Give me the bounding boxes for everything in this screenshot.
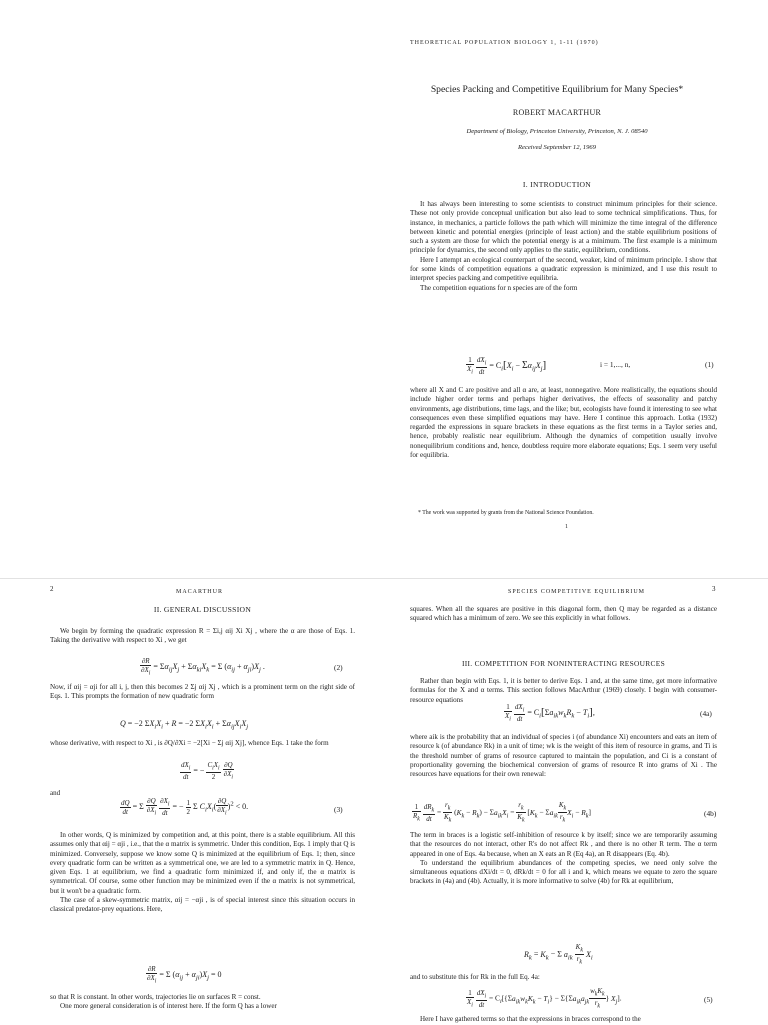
footnote: * The work was supported by grants from the National Science Foundation. — [418, 510, 594, 516]
page-spread-2-3 — [0, 578, 768, 1025]
equation-1: $\frac{1}{X_i}$ $\frac{dX_i}{dt}$ = $C_i[X_i - \Sigma\alpha_{ij}X_j]$ — [467, 356, 547, 377]
equation-1-number: (1) — [705, 360, 714, 369]
section-heading-noninteracting: III. COMPETITION FOR NONINTERACTING RESOURCES — [462, 659, 665, 668]
right-running-head: SPECIES COMPETITIVE EQUILIBRIUM — [508, 589, 645, 595]
equation-5: $\frac{1}{X_i}$ $\frac{dX_i}{dt}$ = $C_i[\{\Sigma a_{ik}w_kK_k - T_i\} - \Sigma\{\Sigma a_{ik}a_{jk}$ $\frac{w_kK_k}{r_k}$ } $X_j$]. — [467, 987, 622, 1010]
page1-column — [410, 200, 717, 293]
page-number-2: 2 — [50, 585, 54, 593]
left-paragraph-1: We begin by forming the quadratic expression R = Σi,j αij Xi Xj , where the α are those of Eqs. 1. Taking the derivative with respect to Xi , we get — [50, 627, 355, 645]
equation-1-range: i = 1,..., n, — [600, 360, 631, 369]
left-column-3 — [50, 739, 355, 748]
right-column-5 — [410, 973, 717, 982]
right-column-1 — [410, 605, 717, 624]
left-paragraph-3: whose derivative, with respect to Xi , is ∂Q/∂Xi = −2[Xi − Σj αij Xj], whence Eqs. 1 take the form — [50, 739, 329, 747]
right-paragraph-5: To understand the equilibrium abundances of the competing species, we need only solve the simultaneous equations dXi/dt = 0, dRk/dt = 0 for all i and k, which means we equate to zero the square brackets in (4a) and (4b). Actually, it is more informative to solve (4b) for Rk at equilibrium, — [410, 858, 717, 886]
section-heading-introduction: I. INTRODUCTION — [522, 180, 592, 189]
received-date: Received September 12, 1969 — [518, 144, 596, 151]
equation-4b: $\frac{1}{R_k}$ $\frac{dR_k}{dt}$ = $\frac{r_k}{K_k}$ $(K_k - R_k) - \Sigma a_{ik}X_i$ = $\frac{r_k}{K_k}$ [$K_k - \Sigma a_{ik}$ $\frac{K_k}{r_k}$ $X_i - R_k$] — [413, 801, 591, 824]
author-name: ROBERT MACARTHUR — [512, 108, 602, 117]
equation-4a-number: (4a) — [700, 709, 712, 718]
right-column-6 — [410, 1015, 717, 1024]
equation-4b-number: (4b) — [704, 809, 717, 818]
left-running-head: MACARTHUR — [176, 589, 223, 595]
left-paragraph-7: One more general consideration is of interest here. If the form Q has a lower — [60, 1002, 277, 1011]
author-affiliation: Department of Biology, Princeton University, Princeton, N. J. 08540 — [466, 128, 648, 135]
section-heading-general-discussion: II. GENERAL DISCUSSION — [153, 605, 252, 614]
left-paragraph-4: In other words, Q is minimized by competition and, at this point, there is a stable equilibrium. All this assumes only that αij = αji , i.e., that the α matrix is symmetric. Under this condition, Eqs. 1 imply that Q is minimized. Conversely, suppose we know some Q is minimized at the equilibrium of Eqs. 1; then, since every quadratic form can be written as a symmetrical one, we are led to a symmetric matrix in Q. Hence, given Eqs. 1 at equilibrium, we find a quadratic form minimized if, and only if, the α matrix is symmetrical. Of course, some other function may be minimized even if the α matrix is not symmetrical, but it won't be a quadratic form. — [50, 831, 355, 895]
left-paragraph-6: so that R is constant. In other words, trajectories lie on surfaces R = const. — [50, 993, 261, 1001]
equation-dx-dt: $\frac{dX_i}{dt}$ = − $\frac{C_iX_i}{2}$ $\frac{\partial Q}{\partial X_i}$ — [181, 761, 234, 782]
equation-3: $\frac{dQ}{dt}$ = Σ $\frac{\partial Q}{\partial X_i}$ $\frac{\partial X_i}{dt}$ = − $\frac{1}{2}$ Σ $C_iX_i$( $\frac{\partial Q}{\partial X_i}$ )$^2$ < 0. — [121, 797, 249, 818]
intro-paragraph-4: where all X and C are positive and all α are, at least, nonnegative. More realistically, the equations should include higher order terms and perhaps higher derivatives, the effects of seasonality and patchy environments, age distributions, time lags, and the like; but, ecologists have found it interesting to see what consequences even these simplified equations may have. Here I continue this approach. Lotka (1932) regarded the expressions in square brackets in these equations as the first terms in a Taylor series and, hence, probably realistic near equilibrium. Although the dynamics of competition usually involve nonequilibrium conditions and, hence, doubtless require more elaborate equations; Eqs. 1 seem very useful for equilibria. — [410, 386, 717, 460]
left-column-4 — [50, 831, 355, 915]
left-column-5 — [50, 993, 355, 1012]
right-column-4 — [410, 831, 717, 887]
intro-paragraph-2: Here I attempt an ecological counterpart of the second, weaker, kind of minimum principle. I show that for some kinds of competition equations a quadratic expression is minimized, and I use this result to interpret species packing and competitive equilibria. — [410, 255, 717, 283]
right-paragraph-7: Here I have gathered terms so that the expressions in braces correspond to the — [420, 1015, 641, 1023]
right-paragraph-2: Rather than begin with Eqs. 1, it is better to derive Eqs. 1 and, at the same time, get more informative formulas for the X and α terms. This section follows MacArthur (1969) closely. I begin with consumer-resource equations — [410, 677, 717, 704]
equation-4a: $\frac{1}{X_i}$ $\frac{dX_i}{dt}$ = $C_i[\Sigma a_{ik}w_kR_k - T_i]$, — [505, 703, 595, 724]
equation-q-form: Q = −2 $\Sigma X_iX_i + R = -2$ $\Sigma X_iX_i + \Sigma\alpha_{ij}X_iX_j$ — [120, 719, 249, 731]
left-paragraph-2: Now, if αij = αji for all i, j, then this becomes 2 Σj αij Xj , which is a prominent term on the right side of Eqs. 1. This prompts the formation of new quadratic form — [50, 683, 355, 701]
equation-3-number: (3) — [334, 805, 343, 814]
equation-2: $\frac{\partial R}{\partial X_i}$ = $\Sigma\alpha_{ij}X_j + \Sigma\alpha_{ki}X_k = \Sigma$ $(\alpha_{ij} + \alpha_{ji})X_j$ . — [141, 657, 265, 677]
page-number-3: 3 — [712, 585, 716, 593]
left-column-top — [50, 627, 355, 646]
and-label: and — [50, 789, 61, 797]
page1-column-lower — [410, 386, 717, 460]
right-column-3 — [410, 733, 717, 779]
equation-skew: $\frac{\partial R}{\partial X_i}$ = Σ $(\alpha_{ij} + \alpha_{ji})X_j = 0$ — [147, 965, 222, 985]
page-number-1: 1 — [565, 524, 568, 530]
right-paragraph-1: squares. When all the squares are positive in this diagonal form, then Q may be regarded as a distance squared which has a minimum of zero. We see this explicitly in what follows. — [410, 605, 717, 623]
right-column-2 — [410, 677, 717, 705]
paper-title: Species Packing and Competitive Equilibrium for Many Species* — [430, 84, 684, 95]
left-column-2 — [50, 683, 355, 702]
intro-paragraph-1: It has always been interesting to some scientists to construct minimum principles for their science. These not only provide conceptual unification but also lead to some technical simplifications. Thus, for instance, in mechanics, a particle follows the path which will minimize the time integral of the difference between kinetic and potential energies (principle of least action) and the stable equilibrium positions of such a system are those for which the potential energy is at a minimum. The first example is a minimum principle for dynamics, the second only applies to the static, equilibrium, conditions. — [410, 200, 717, 255]
right-paragraph-3: where aik is the probability that an individual of species i (of abundance Xi) encounters and eats an item of resource k (of abundance Rk) in a unit of time; wk is the weight of this item of resource in grams, and Ti is the threshold number of grams of resource captured to maintain the population, and Ci is a constant of proportionality governing the biochemical conversion of grams of resource R into grams of Xi . The resources have equations for their own renewal: — [410, 733, 717, 779]
running-header: THEORETICAL POPULATION BIOLOGY 1, 1-11 (1970) — [410, 40, 599, 46]
right-paragraph-6: and to substitute this for Rk in the full Eq. 4a: — [410, 973, 540, 981]
equation-2-number: (2) — [334, 663, 343, 672]
right-paragraph-4: The term in braces is a logistic self-inhibition of resource k by itself; since we are temporarily assuming that the resources do not interact, other R's do not affect Rk , and there is no other R term. The α term appeared in one of Eqs. 4a because, when an X eats an R (Eq 4a), an R disappears (Eq. 4b). — [410, 831, 717, 858]
equation-5-number: (5) — [704, 995, 713, 1004]
equation-rk: $R_k = K_k - \Sigma$ $a_{ik}$ $\frac{K_k}{r_k}$ $X_i$ — [524, 943, 593, 966]
intro-paragraph-3: The competition equations for n species are of the form — [420, 283, 578, 292]
left-paragraph-5: The case of a skew-symmetric matrix, αij = −αji , is of special interest since this situation occurs in classical predator-prey equations. Here, — [50, 896, 355, 914]
